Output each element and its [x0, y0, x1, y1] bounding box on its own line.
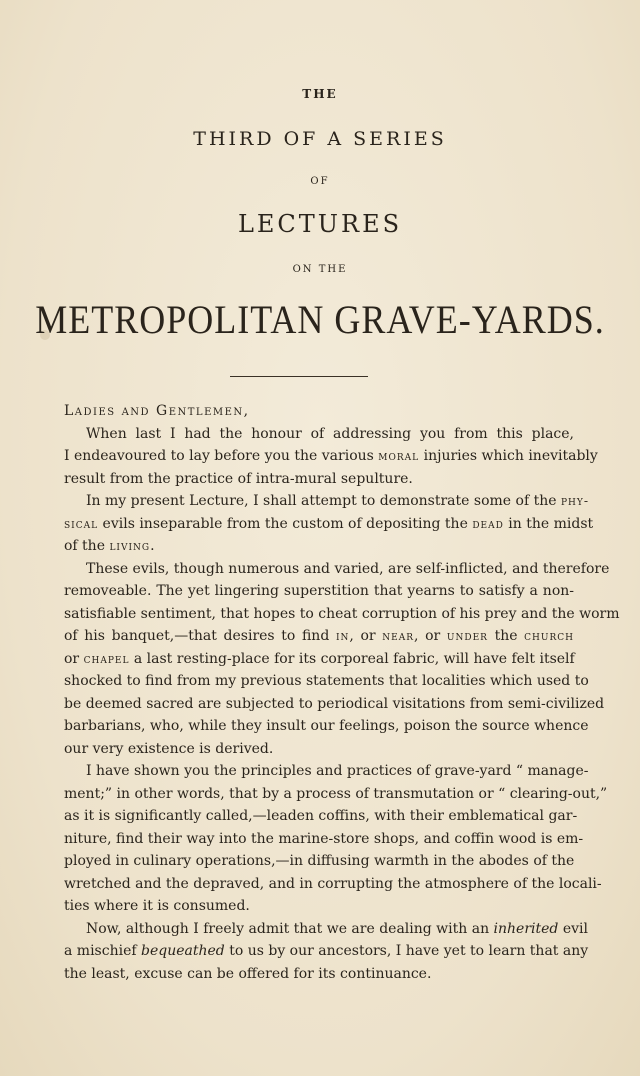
- text-line: [64, 490, 590, 513]
- small-caps-word: under: [446, 628, 488, 643]
- lecture-text: [64, 400, 620, 985]
- text-line: [64, 625, 574, 648]
- text-line: [64, 895, 574, 918]
- text-line: [64, 423, 574, 446]
- text-line: [64, 738, 574, 761]
- text-line: [64, 760, 589, 783]
- text-run: ment;” in other words, that by a process of transmutation or “ clearing-out,”: [64, 785, 608, 802]
- title-on-the: ON THE: [292, 264, 348, 275]
- text-run: These evils, though numerous and varied, are self-inflicted, and therefore: [86, 560, 610, 577]
- text-run: of his banquet,—that desires to find: [64, 628, 336, 644]
- salutation: Ladies and Gentlemen,: [64, 403, 250, 419]
- text-run: be deemed sacred are subjected to periodical visitations from semi-civilized: [64, 695, 605, 712]
- small-caps-word: phy-: [560, 493, 590, 508]
- text-run: , or: [414, 628, 447, 644]
- text-line: [64, 805, 578, 828]
- text-line: [64, 963, 574, 986]
- text-run: a last resting-place for its corporeal fabric, will have felt itself: [129, 650, 575, 667]
- text-run: niture, find their way into the marine-store shops, and coffin wood is em-: [64, 830, 584, 847]
- text-run: in the midst: [503, 515, 594, 532]
- text-run: of the: [64, 538, 110, 554]
- small-caps-word: moral: [378, 448, 420, 463]
- text-run: our very existence is derived.: [64, 740, 274, 757]
- text-run: evils inseparable from the custom of depositing the: [98, 515, 473, 532]
- text-run: or: [64, 650, 84, 667]
- text-line: [64, 828, 584, 851]
- text-run: the least, excuse can be offered for its continuance.: [64, 965, 432, 982]
- lecture-lines: [64, 423, 620, 986]
- text-run: When last I had the honour of addressing you from this place,: [86, 425, 574, 442]
- text-line: [64, 580, 574, 603]
- text-run: ployed in culinary operations,—in diffusing warmth in the abodes of the: [64, 853, 575, 869]
- text-run: In my present Lecture, I shall attempt to demonstrate some of the: [86, 493, 561, 509]
- text-line: [64, 648, 574, 671]
- text-run: injuries which inevitably: [419, 448, 598, 464]
- small-caps-word: dead: [472, 515, 504, 531]
- text-run: the: [487, 628, 525, 644]
- text-run: Now, although I freely admit that we are dealing with an: [86, 920, 494, 937]
- text-line: [64, 558, 610, 581]
- title-third-of-series: THIRD OF A SERIES: [193, 128, 447, 150]
- small-caps-word: chapel: [83, 650, 130, 666]
- text-line: [64, 468, 574, 491]
- text-line: [64, 670, 589, 693]
- small-caps-word: in: [335, 628, 350, 643]
- text-line: [64, 715, 589, 738]
- italic-word: bequeathed: [141, 943, 225, 959]
- text-run: .: [150, 538, 155, 554]
- text-run: barbarians, who, while they insult our feelings, poison the source whence: [64, 718, 589, 734]
- text-line: [64, 535, 574, 558]
- text-run: shocked to find from my previous statements that localities which used to: [64, 673, 589, 689]
- text-run: to us by our ancestors, I have yet to learn that any: [224, 943, 589, 959]
- text-run: wretched and the depraved, and in corrupting the atmosphere of the locali-: [64, 875, 602, 892]
- text-line: [64, 940, 589, 963]
- text-run: as it is significantly called,—leaden coffins, with their emblematical gar-: [64, 808, 578, 824]
- small-caps-word: near: [382, 628, 414, 643]
- text-run: satisfiable sentiment, that hopes to cheat corruption of his prey and the worm: [64, 605, 620, 622]
- text-run: removeable. The yet lingering superstition that yearns to satisfy a non-: [64, 583, 574, 599]
- text-line: [64, 873, 602, 896]
- text-run: result from the practice of intra-mural sepulture.: [64, 470, 413, 487]
- title-of: OF: [310, 176, 330, 187]
- text-run: , or: [349, 628, 383, 644]
- text-line: [64, 603, 620, 626]
- text-run: evil: [558, 920, 588, 937]
- small-caps-word: sical: [64, 515, 99, 531]
- title-divider: [230, 376, 368, 377]
- text-run: a mischief: [64, 943, 141, 959]
- text-line: [64, 445, 598, 468]
- title-metropolitan-grave-yards: METROPOLITAN GRAVE-YARDS.: [35, 297, 605, 342]
- text-line: [64, 513, 594, 536]
- text-line: [64, 918, 588, 941]
- small-caps-word: church: [524, 628, 574, 643]
- text-run: ties where it is consumed.: [64, 898, 250, 914]
- text-line: [64, 783, 608, 806]
- text-run: I have shown you the principles and practices of grave-yard “ manage-: [86, 763, 589, 779]
- italic-word: inherited: [493, 920, 559, 937]
- title-lectures: LECTURES: [237, 210, 403, 238]
- text-line: [64, 850, 574, 873]
- text-line: [64, 693, 605, 716]
- text-run: I endeavoured to lay before you the various: [64, 448, 379, 464]
- small-caps-word: living: [109, 538, 151, 553]
- title-the: THE: [302, 87, 338, 101]
